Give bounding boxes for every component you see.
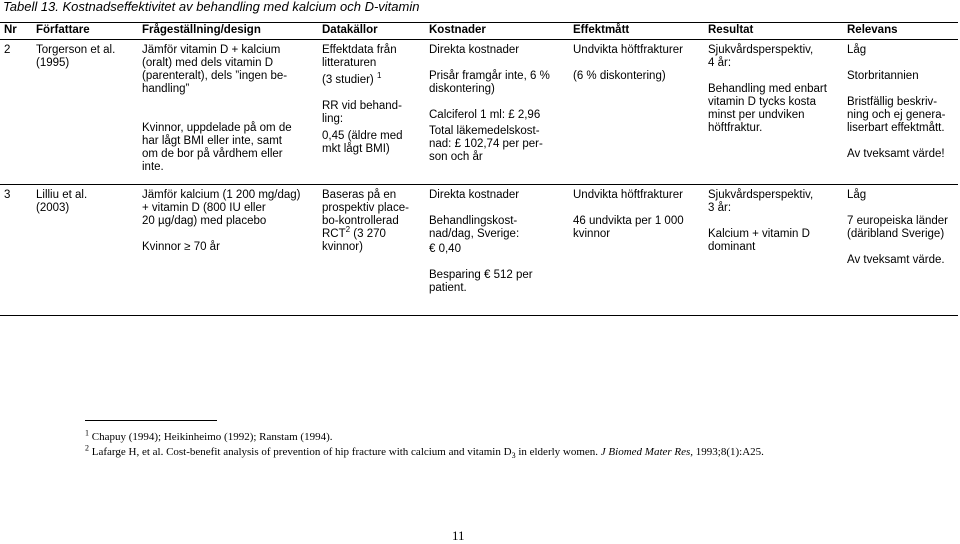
cell-costs: Direkta kostnader Prisår framgår inte, 6 % diskontering) Calciferol 1 ml: £ 2,96 Total läkemedelskost- nad: £ 102,74 per per- son och år [425, 40, 569, 185]
cost-effectiveness-table [0, 22, 958, 316]
table-row [0, 40, 958, 185]
footnote-ref-2: 2 [345, 225, 351, 235]
cell-relevance: Låg Storbritannien Bristfällig beskriv- ning och ej genera- liserbart effektmått. Av tveksamt värde! [843, 40, 958, 185]
header-nr: Nr [0, 23, 32, 40]
cell-author: Lilliu et al. (2003) [32, 185, 138, 316]
table-header-row [0, 23, 958, 40]
cell-question: Jämför vitamin D + kalcium (oralt) med dels vitamin D (parenteralt), dels ”ingen be- handling” Kvinnor, uppdelade på om de har lågt BMI eller inte, samt om de bor på vårdhem eller inte. [138, 40, 318, 185]
footnote-divider [85, 420, 217, 421]
header-effect: Effektmått [569, 23, 704, 40]
cell-nr: 3 [0, 185, 32, 316]
cell-author: Torgerson et al. (1995) [32, 40, 138, 185]
header-datasources: Datakällor [318, 23, 425, 40]
page-number: 11 [452, 528, 465, 543]
cell-question: Jämför kalcium (1 200 mg/dag) + vitamin D (800 IU eller 20 µg/dag) med placebo Kvinnor ≥ 70 år [138, 185, 318, 316]
header-result: Resultat [704, 23, 843, 40]
cell-effect: Undvikta höftfrakturer (6 % diskontering) [569, 40, 704, 185]
cell-relevance: Låg 7 europeiska länder (däribland Sverige) Av tveksamt värde. [843, 185, 958, 316]
table-caption: Tabell 13. Kostnadseffektivitet av behandling med kalcium och D-vitamin [3, 0, 420, 14]
cell-effect: Undvikta höftfrakturer 46 undvikta per 1 000 kvinnor [569, 185, 704, 316]
header-question: Frågeställning/design [138, 23, 318, 40]
header-costs: Kostnader [425, 23, 569, 40]
cell-result: Sjukvårdsperspektiv, 3 år: Kalcium + vitamin D dominant [704, 185, 843, 316]
footnote-2: $^2$ Lafarge H, et al. Cost-benefit analysis of prevention of hip fracture with calcium and vitamin $D_3$ in elderly women. J Biomed Mater Res, 1993;8(1):A25. [85, 443, 764, 461]
footnote-1: $^1$ Chapuy (1994); Heikinheimo (1992); Ranstam (1994). [85, 428, 333, 443]
header-author: Författare [32, 23, 138, 40]
cell-datasources: Effektdata från litteraturen (3 studier) $^1$ RR vid behand- ling: 0,45 (äldre med mkt lågt BMI) [318, 40, 425, 185]
table-row [0, 185, 958, 316]
cell-nr: 2 [0, 40, 32, 185]
cell-costs: Direkta kostnader Behandlingskost- nad/dag, Sverige: € 0,40 Besparing € 512 per patient. [425, 185, 569, 316]
cell-datasources: Baseras på en prospektiv place- bo-kontrollerad RCT$^2$ (3 270 kvinnor) [318, 185, 425, 316]
footnote-ref-1: 1 [376, 71, 382, 81]
cell-result: Sjukvårdsperspektiv, 4 år: Behandling med enbart vitamin D tycks kosta minst per undviken höftfraktur. [704, 40, 843, 185]
header-relevance: Relevans [843, 23, 958, 40]
